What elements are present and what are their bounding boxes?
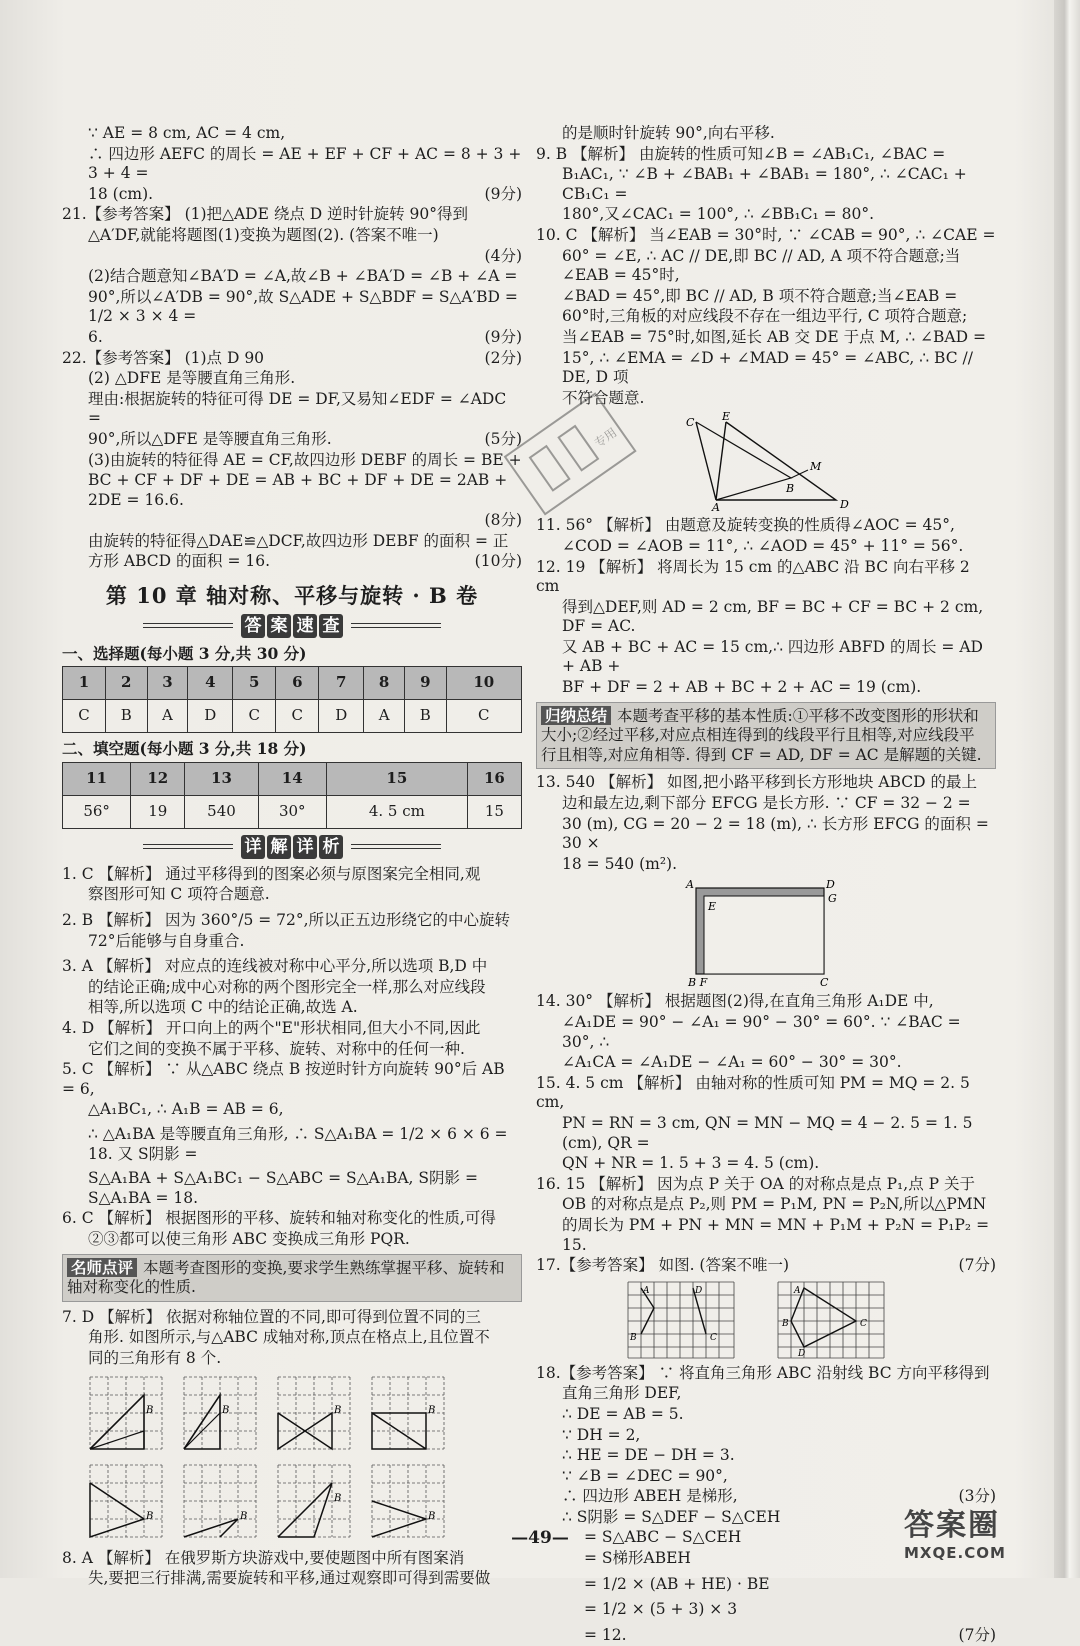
book-spine: [1054, 0, 1080, 1578]
text-line: [62, 247, 522, 267]
text-line: OB 的对称点是点 P₂,则 PM = P₁M, PN = P₂N,所以△PMN: [562, 1195, 987, 1214]
svg-text:B: B: [146, 1510, 154, 1522]
section-heading: 二、填空题(每小题 3 分,共 18 分): [62, 739, 307, 759]
text-line: 由旋转的特征得△DAE≌△DCF,故四边形 DEBF 的面积 = 正: [88, 531, 509, 550]
text-line: ∵ AE = 8 cm, AC = 4 cm,: [88, 124, 286, 142]
text-line: 18 = 540 (m²).: [562, 854, 678, 873]
grid-figure: [86, 1373, 168, 1457]
text-line: 边和最左边,剩下部分 EFCG 是长方形. ∵ CF = 32 − 2 =: [562, 794, 971, 813]
svg-text:E: E: [722, 412, 731, 424]
svg-text:D: D: [798, 1348, 806, 1359]
text-line: = 1/2 × (AB + HE) · BE: [584, 1574, 770, 1593]
text-line: 的周长为 PM + PN + MN = MN + P₁M + P₂N = P₁P₂ = 15.: [562, 1215, 990, 1254]
score: (5分): [484, 429, 522, 448]
text-line: (2)结合题意知∠BA′D = ∠A,故∠B + ∠BA′D = ∠B + ∠A =: [88, 267, 518, 286]
text-line: 60° = ∠E, ∴ AC // DE,即 BC // AD, A 项不符合题意;当∠EAB = 45°时,: [562, 246, 961, 285]
teacher-comment-tag: 名师点评: [67, 1258, 137, 1278]
svg-text:B: B: [782, 1318, 789, 1329]
text-line: 14. 30° 【解析】 根据题图(2)得,在直角三角形 A₁DE 中,: [536, 992, 934, 1011]
grid-figure: [626, 1280, 736, 1360]
text-line: 得到△DEF,则 AD = 2 cm, BF = BC + CF = BC + 2 cm, DF = AC.: [562, 597, 984, 636]
text-line: 又 AB + BC + AC = 15 cm,∴ 四边形 ABFD 的周长 = AD + AB +: [562, 637, 983, 676]
text-line: ∴ DE = AB = 5.: [562, 1404, 684, 1423]
text-line: ∴ 四边形 AEFC 的周长 = AE + EF + CF + AC = 8 + 3 + 3 + 4 =: [88, 144, 522, 183]
svg-text:M: M: [810, 460, 822, 474]
watermark: [904, 1500, 1034, 1562]
text-line: ∠A₁DE = 90° − ∠A₁ = 90° − 30° = 60°. ∵ ∠BAC = 30°, ∴: [562, 1013, 961, 1051]
text-line: 90°,所以△DFE 是等腰直角三角形. (5分): [88, 429, 522, 448]
text-line: 6. C 【解析】 根据图形的平移、旋转和轴对称变化的性质,可得: [62, 1209, 496, 1228]
text-line: 的结论正确;成中心对称的两个图形完全一样,那么对应线段: [88, 977, 486, 996]
text-line: 180°,又∠CAC₁ = 100°, ∴ ∠BB₁C₁ = 80°.: [562, 205, 874, 224]
stamp-mark: [498, 378, 648, 538]
text-line: ∴ S阴影 = S△DEF − S△CEH: [562, 1507, 781, 1526]
svg-text:C: C: [820, 976, 829, 989]
svg-text:A: A: [712, 501, 720, 513]
text-line: [62, 511, 522, 531]
text-line: = S梯形ABEH: [584, 1549, 691, 1568]
grid-figures-row-1: [86, 1373, 522, 1457]
svg-text:C: C: [710, 1332, 717, 1343]
svg-text:B: B: [428, 1510, 436, 1522]
text-line: 3. A 【解析】 对应点的连线被对称中心平分,所以选项 B,D 中: [62, 957, 488, 976]
text-line: 18 (cm). (9分): [88, 184, 522, 203]
text-line: ∴ 四边形 ABEH 是梯形, (3分): [562, 1487, 996, 1506]
text-line: △A₁BC₁, ∴ A₁B = AB = 6,: [88, 1100, 284, 1119]
text-line: 2. B 【解析】 因为 360°/5 = 72°,所以正五边形绕它的中心旋转: [62, 911, 511, 930]
text-line: PN = RN = 3 cm, QN = MN − MQ = 4 − 2. 5 = 1. 5 (cm), QR =: [562, 1113, 973, 1152]
text-line: 72°后能够与自身重合.: [88, 931, 245, 950]
svg-text:B: B: [630, 1332, 637, 1343]
svg-text:D: D: [840, 498, 849, 512]
answer-17-figures: [626, 1280, 996, 1360]
text-line: 22.【参考答案】 (1)点 D 90 (2分): [62, 348, 522, 367]
text-line: 13. 540 【解析】 如图,把小路平移到长方形地块 ABCD 的最上: [536, 773, 977, 792]
svg-text:E: E: [708, 900, 717, 914]
text-line: 的是顺时针旋转 90°,向右平移.: [562, 124, 775, 142]
text-line: (3)由旋转的特征得 AE = CF,故四边形 DEBF 的周长 = BE +: [88, 450, 522, 469]
text-line: ∠COD = ∠AOB = 11°, ∴ ∠AOD = 45° + 11° = 56°.: [562, 536, 964, 555]
text-line: B₁AC₁, ∵ ∠B + ∠BAB₁ + ∠BAB₁ = 180°, ∴ ∠CAC₁ + CB₁C₁ =: [562, 165, 967, 203]
grid-figure: [180, 1373, 262, 1457]
text-line: 9. B 【解析】 由旋转的性质可知∠B = ∠AB₁C₁, ∠BAC =: [536, 144, 946, 163]
score: (9分): [484, 184, 522, 203]
text-line: 30 (m), CG = 20 − 2 = 18 (m), ∴ 长方形 EFCG 的面积 = 30 ×: [562, 814, 989, 853]
text-line: (2) △DFE 是等腰直角三角形.: [88, 369, 296, 388]
right-column: [536, 124, 996, 1646]
svg-text:专用: 专用: [591, 425, 620, 451]
svg-text:B: B: [334, 1404, 342, 1416]
text-line: 21.【参考答案】 (1)把△ADE 绕点 D 逆时针旋转 90°得到: [62, 205, 468, 224]
section-heading: 一、选择题(每小题 3 分,共 30 分): [62, 643, 307, 663]
score: (7分): [958, 1625, 996, 1644]
text-line: 1. C 【解析】 通过平移得到的图案必须与原图案完全相同,观: [62, 864, 481, 883]
svg-text:B F: B F: [688, 976, 708, 989]
text-line: 15°, ∴ ∠EMA = ∠D + ∠MAD = 45° = ∠ABC, ∴ BC // DE, D 项: [562, 348, 973, 387]
text-line: 理由:根据旋转的特征可得 DE = DF,又易知∠EDF = ∠ADC =: [88, 389, 507, 428]
text-line: 不符合题意.: [562, 388, 645, 407]
text-line: △A′DF,就能将题图(1)变换为题图(2). (答案不唯一): [88, 225, 439, 244]
svg-text:B: B: [786, 482, 795, 496]
text-line: ∵ DH = 2,: [562, 1425, 641, 1444]
text-line: 17.【参考答案】 如图. (答案不唯一) (7分): [536, 1256, 996, 1275]
text-line: 18.【参考答案】 ∵ 将直角三角形 ABC 沿射线 BC 方向平移得到: [536, 1363, 990, 1382]
svg-text:B: B: [334, 1492, 342, 1504]
score: (9分): [484, 327, 522, 346]
text-line: ∠A₁CA = ∠A₁DE − ∠A₁ = 60° − 30° = 30°.: [562, 1053, 902, 1072]
svg-text:G: G: [828, 892, 837, 906]
text-line: 4. D 【解析】 开口向上的两个"E"形状相同,但大小不同,因此: [62, 1019, 481, 1037]
svg-text:B: B: [428, 1404, 436, 1416]
text-line: 8. A 【解析】 在俄罗斯方块游戏中,要使题图中所有图案消: [62, 1548, 465, 1567]
text-line: 15. 4. 5 cm 【解析】 由轴对称的性质可知 PM = MQ = 2. 5 cm,: [536, 1073, 970, 1112]
summary-tag: 归纳总结: [541, 706, 611, 726]
score: (8分): [484, 511, 522, 530]
text-line: 同的三角形有 8 个.: [88, 1348, 222, 1367]
text-line: 直角三角形 DEF,: [562, 1384, 682, 1403]
chapter-title: 第 10 章 轴对称、平移与旋转 · B 卷: [105, 583, 479, 609]
score: (7分): [958, 1256, 996, 1275]
watermark-logo: 答案圈: [904, 1508, 1000, 1543]
detailed-explanation-banner: 详 解 详 析: [62, 835, 522, 859]
left-column: [62, 124, 522, 1590]
svg-text:C: C: [860, 1318, 867, 1329]
text-line: 5. C 【解析】 ∵ 从△ABC 绕点 B 按逆时针方向旋转 90°后 AB = 6,: [62, 1060, 505, 1098]
text-line: = S△ABC − S△CEH: [584, 1528, 742, 1547]
text-line: 16. 15 【解析】 因为点 P 关于 OA 的对称点是点 P₁,点 P 关于: [536, 1174, 975, 1193]
text-line: 相等,所以选项 C 中的结论正确,故选 A.: [88, 998, 358, 1017]
score: (10分): [474, 552, 522, 571]
text-line: BF + DF = 2 + AB + BC + 2 + AC = 19 (cm).: [562, 678, 922, 697]
svg-text:B: B: [146, 1404, 154, 1416]
fill-answer-table: 11 12 13 14 15 16 56° 19 540 30° 4. 5 cm 15: [62, 762, 522, 829]
text-line: 它们之间的变换不属于平移、旋转、对称中的任何一种.: [88, 1039, 465, 1058]
svg-text:A: A: [794, 1285, 801, 1296]
svg-text:B: B: [240, 1510, 248, 1522]
text-line: ②③都可以使三角形 ABC 变换成三角形 PQR.: [88, 1229, 410, 1248]
text-line: BC + CF + DF + DE = AB + BC + DF + DE = 2AB + 2DE = 16.6.: [88, 471, 508, 509]
svg-text:A: A: [686, 878, 694, 892]
score: (4分): [484, 246, 522, 265]
text-line: 60°时,三角板的对应线段不存在一组边平行, C 项符合题意;: [562, 307, 968, 326]
text-line: ∴ HE = DE − DH = 3.: [562, 1446, 735, 1465]
text-line: 10. C 【解析】 当∠EAB = 30°时, ∵ ∠CAB = 90°, ∴ ∠CAE =: [536, 225, 996, 244]
svg-text:A: A: [643, 1285, 650, 1296]
text-line: = 1/2 × (5 + 3) × 3: [584, 1600, 738, 1619]
text-line: ∴ △A₁BA 是等腰直角三角形, ∴ S△A₁BA = 1/2 × 6 × 6 = 18. 又 S阴影 =: [88, 1124, 508, 1163]
page-number: —49—: [511, 1528, 569, 1548]
svg-text:C: C: [686, 416, 695, 430]
text-line: 方形 ABCD 的面积 = 16. (10分): [88, 552, 522, 571]
text-line: ∵ ∠B = ∠DEC = 90°,: [562, 1466, 728, 1485]
svg-text:D: D: [695, 1285, 703, 1296]
text-line: 6. (9分): [88, 327, 522, 346]
grid-figure: [368, 1373, 450, 1457]
rectangle-plot-figure: [536, 878, 956, 988]
summary-box: 归纳总结 本题考查平移的基本性质:①平移不改变图形的形状和大小;②经过平移,对应点相连得到的线段平行且相等,对应线段平行且相等,对应角相等. 得到 CF = AD, DF = AC 是解题的关键.: [536, 702, 996, 770]
teacher-comment-box: 名师点评 本题考查图形的变换,要求学生熟练掌握平移、旋转和轴对称变化的性质.: [62, 1254, 522, 1302]
text-line: 90°,所以∠A′DB = 90°,故 S△ADE + S△BDF = S△A′BD = 1/2 × 3 × 4 =: [88, 287, 518, 326]
watermark-url: MXQE.COM: [904, 1544, 1006, 1562]
svg-text:B: B: [222, 1404, 230, 1416]
text-line: 失,要把三行排满,需要旋转和平移,通过观察即可得到需要做: [88, 1569, 491, 1588]
text-line: 角形. 如图所示,与△ABC 成轴对称,顶点在格点上,且位置不: [88, 1328, 490, 1347]
choice-answer-table: 1 2 3 4 5 6 7 8 9 10 C B A D C C D A B C: [62, 666, 522, 733]
svg-text:D: D: [826, 878, 835, 892]
answer-quick-check-banner: 答 案 速 查: [62, 614, 522, 638]
text-line: QN + NR = 1. 5 + 3 = 4. 5 (cm).: [562, 1154, 820, 1173]
text-line: 12. 19 【解析】 将周长为 15 cm 的△ABC 沿 BC 向右平移 2 cm: [536, 557, 970, 596]
text-line: 当∠EAB = 75°时,如图,延长 AB 交 DE 于点 M, ∴ ∠BAD =: [562, 327, 986, 346]
text-line: 7. D 【解析】 依据对称轴位置的不同,即可得到位置不同的三: [62, 1307, 481, 1326]
text-line: = 12. (7分): [584, 1625, 996, 1644]
grid-figure: [274, 1373, 356, 1457]
score: (2分): [484, 348, 522, 367]
text-line: 11. 56° 【解析】 由题意及旋转变换的性质得∠AOC = 45°,: [536, 516, 955, 535]
grid-figure: [776, 1280, 886, 1360]
text-line: ∠BAD = 45°,即 BC // AD, B 项不符合题意;当∠EAB =: [562, 286, 958, 305]
text-line: S△A₁BA + S△A₁BC₁ − S△ABC = S△A₁BA, S阴影 = S△A₁BA = 18.: [88, 1169, 478, 1207]
score: (3分): [958, 1487, 996, 1506]
text-line: 察图形可知 C 项符合题意.: [88, 885, 270, 904]
